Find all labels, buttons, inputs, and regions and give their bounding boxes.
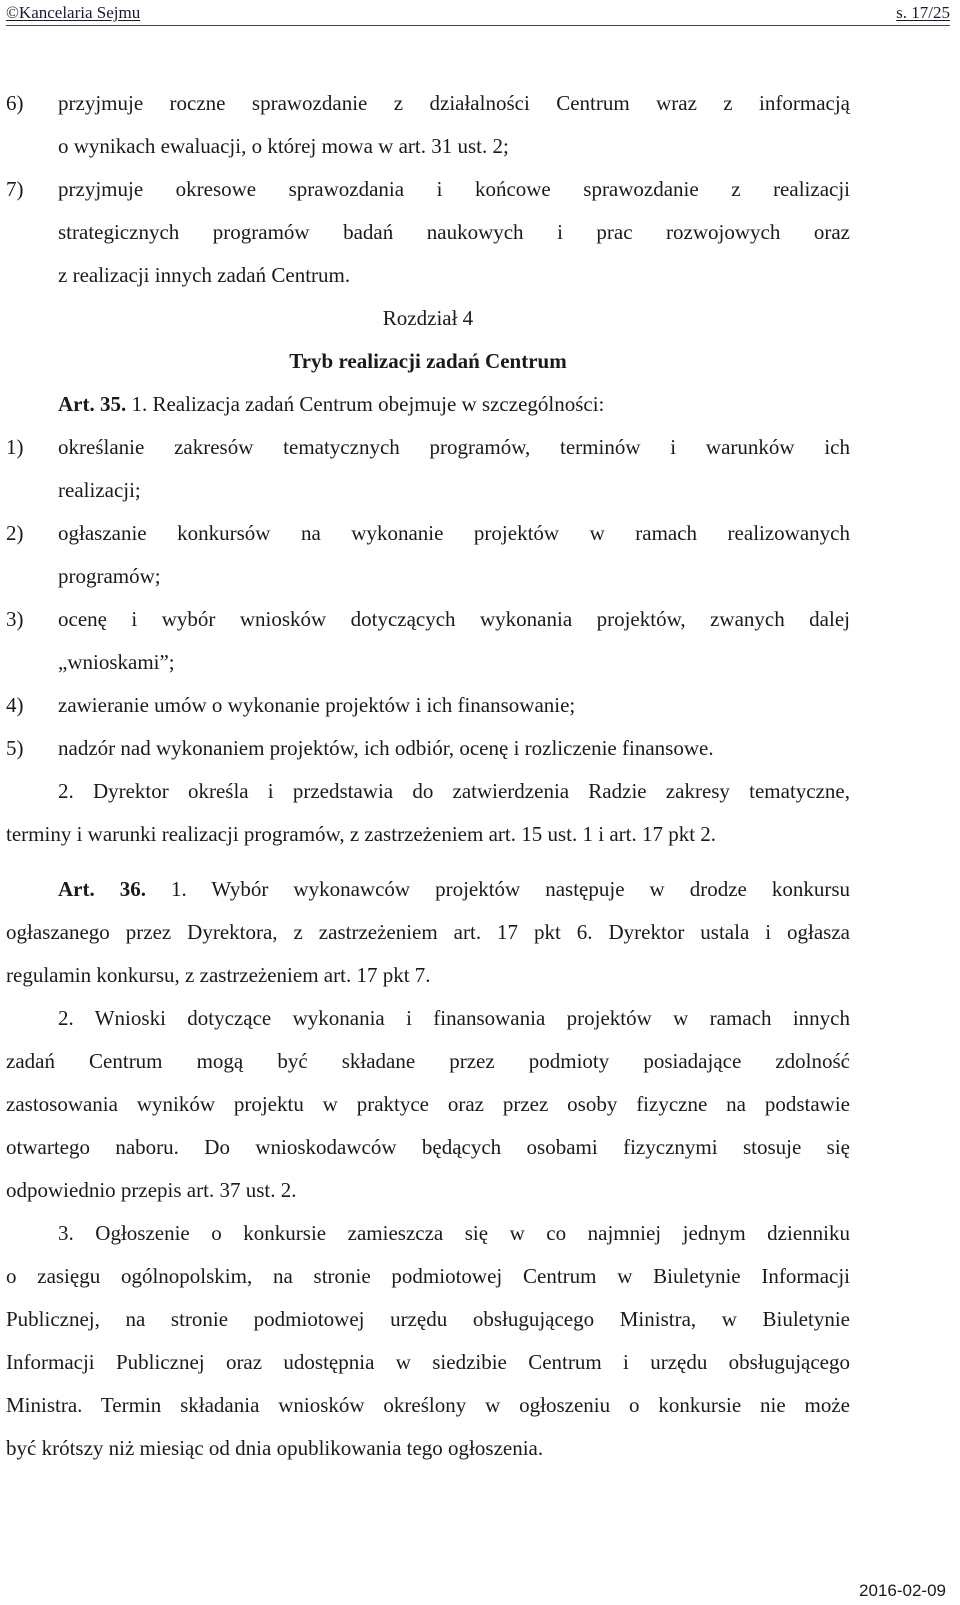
paragraph-line: zadań Centrum mogą być składane przez podmioty posiadające zdolność — [6, 1049, 850, 1073]
item-number: 1) — [6, 435, 24, 459]
item-number: 7) — [6, 177, 24, 201]
item-text: przyjmuje okresowe sprawozdania i końcowe sprawozdanie z realizacji — [58, 177, 850, 201]
chapter-number: Rozdział 4 — [382, 306, 474, 330]
article-36-intro — [6, 868, 850, 911]
item-number: 5) — [6, 736, 24, 760]
paragraph-line: terminy i warunki realizacji programów, z zastrzeżeniem art. 15 ust. 1 i art. 17 pkt 2. — [6, 822, 717, 846]
article-35-intro — [6, 383, 850, 426]
item-number: 2) — [6, 521, 24, 545]
list-item — [6, 727, 850, 770]
list-item — [6, 512, 850, 555]
paragraph-line: 2. Wnioski dotyczące wykonania i finansowania projektów w ramach innych — [58, 1006, 850, 1030]
chapter-title: Tryb realizacji zadań Centrum — [289, 349, 567, 373]
article-text: 1. Realizacja zadań Centrum obejmuje w szczególności: — [131, 392, 605, 416]
list-item — [6, 598, 850, 641]
item-text-continuation: programów; — [58, 564, 161, 588]
document-date: 2016-02-09 — [859, 1581, 946, 1600]
list-item — [6, 168, 850, 211]
page-header — [6, 0, 950, 26]
article-text: 1. Wybór wykonawców projektów następuje w drodze konkursu — [171, 877, 851, 901]
item-text: zawieranie umów o wykonanie projektów i ich finansowanie; — [58, 693, 576, 717]
paragraph-line: Ministra. Termin składania wniosków określony w ogłoszeniu o konkursie nie może — [6, 1393, 850, 1417]
item-number: 6) — [6, 91, 24, 115]
paragraph-line: Publicznej, na stronie podmiotowej urzędu obsługującego Ministra, w Biuletynie — [6, 1307, 850, 1331]
item-text: nadzór nad wykonaniem projektów, ich odbiór, ocenę i rozliczenie finansowe. — [58, 736, 714, 760]
paragraph-line: 3. Ogłoszenie o konkursie zamieszcza się w co najmniej jednym dzienniku — [58, 1221, 850, 1245]
paragraph-line: odpowiednio przepis art. 37 ust. 2. — [6, 1178, 297, 1202]
header-divider — [6, 25, 950, 26]
item-number: 4) — [6, 693, 24, 717]
item-text: ogłaszanie konkursów na wykonanie projektów w ramach realizowanych — [58, 521, 850, 545]
item-text-continuation: realizacji; — [58, 478, 141, 502]
paragraph-line: 2. Dyrektor określa i przedstawia do zatwierdzenia Radzie zakresy tematyczne, — [58, 779, 850, 803]
item-text-continuation: z realizacji innych zadań Centrum. — [58, 263, 351, 287]
paragraph-line: o zasięgu ogólnopolskim, na stronie podmiotowej Centrum w Biuletynie Informacji — [6, 1264, 850, 1288]
list-item — [6, 426, 850, 469]
paragraph-line: być krótszy niż miesiąc od dnia opublikowania tego ogłoszenia. — [6, 1436, 544, 1460]
item-text-continuation: o wynikach ewaluacji, o której mowa w art. 31 ust. 2; — [58, 134, 509, 158]
item-text: określanie zakresów tematycznych programów, terminów i warunków ich — [58, 435, 850, 459]
paragraph-line: ogłaszanego przez Dyrektora, z zastrzeżeniem art. 17 pkt 6. Dyrektor ustala i ogłasza — [6, 920, 850, 944]
page-number-link[interactable]: s. 17/25 — [896, 3, 950, 22]
list-item — [6, 684, 850, 727]
item-text-continuation: strategicznych programów badań naukowych i prac rozwojowych oraz — [58, 220, 850, 244]
paragraph-line: Informacji Publicznej oraz udostępnia w siedzibie Centrum i urzędu obsługującego — [6, 1350, 850, 1374]
document-body — [6, 82, 850, 1470]
article-label: Art. 36. — [58, 877, 146, 901]
article-label: Art. 35. — [58, 392, 127, 416]
item-text: przyjmuje roczne sprawozdanie z działalności Centrum wraz z informacją — [58, 91, 850, 115]
list-item — [6, 82, 850, 125]
publisher-link[interactable]: ©Kancelaria Sejmu — [6, 3, 141, 22]
paragraph-line: otwartego naboru. Do wnioskodawców będących osobami fizycznymi stosuje się — [6, 1135, 850, 1159]
item-text-continuation: „wnioskami”; — [58, 650, 175, 674]
item-text: ocenę i wybór wniosków dotyczących wykonania projektów, zwanych dalej — [58, 607, 850, 631]
item-number: 3) — [6, 607, 24, 631]
paragraph-line: regulamin konkursu, z zastrzeżeniem art. 17 pkt 7. — [6, 963, 431, 987]
paragraph-line: zastosowania wyników projektu w praktyce oraz przez osoby fizyczne na podstawie — [6, 1092, 850, 1116]
